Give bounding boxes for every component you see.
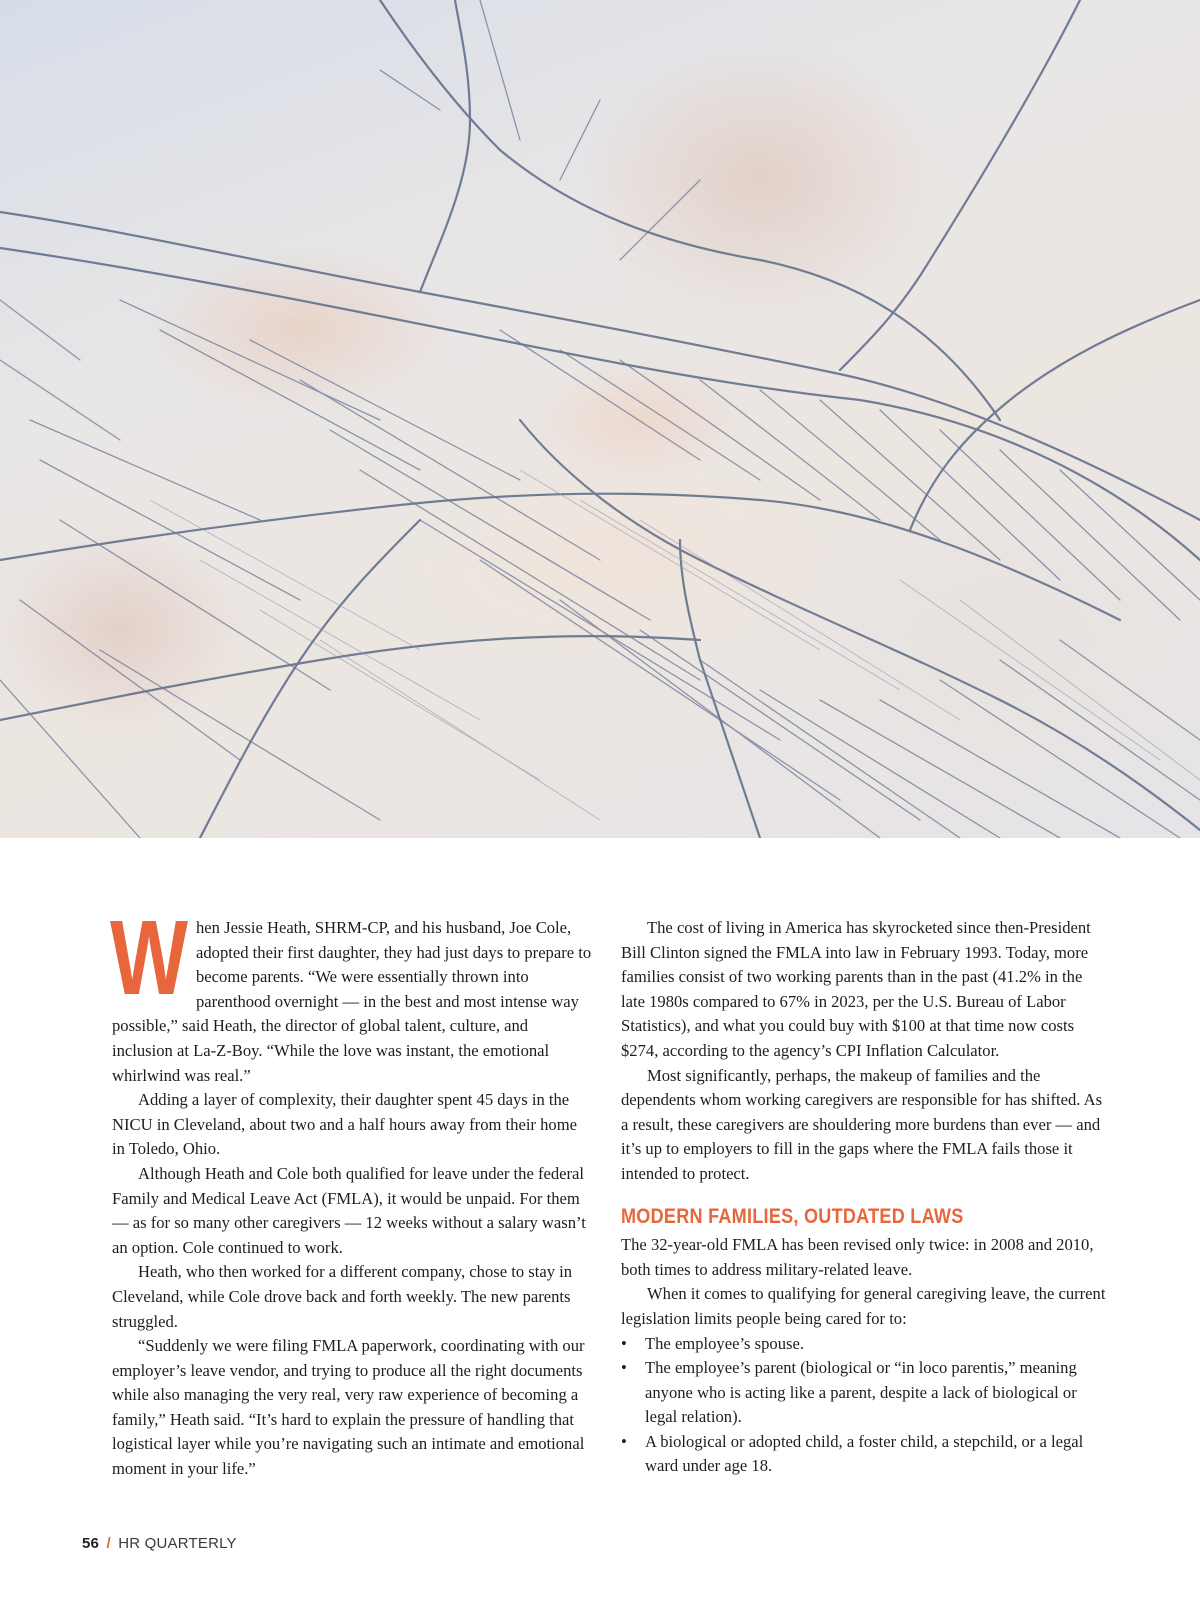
page-number: 56 xyxy=(82,1535,100,1552)
article-paragraph: Heath, who then worked for a different company, chose to stay in Cleveland, while Cole drove back and forth weekly. The new parents struggled. xyxy=(112,1262,573,1331)
bullet-marker: • xyxy=(621,1333,627,1353)
footer-separator: / xyxy=(106,1535,111,1552)
drop-cap: W xyxy=(110,899,189,1017)
bullet-marker: • xyxy=(621,1358,627,1378)
article-paragraph: The 32-year-old FMLA has been revised only twice: in 2008 and 2010, both times to address military-related leave. xyxy=(621,1235,1094,1279)
article-paragraph-text: hen Jessie Heath, SHRM-CP, and his husband, Joe Cole, adopted their first daughter, they had just days to prepare to become parents. “We were essentially thrown into parenthood overnight — in the best and most intense way possible,” said Heath, the director of global talent, culture, and inclusion at La-Z-Boy. “While the love was instant, the emotional whirlwind was real.” xyxy=(112,918,592,1085)
bullet-list xyxy=(621,1332,1108,1480)
article-paragraph xyxy=(110,899,592,1088)
bullet-marker: • xyxy=(621,1431,627,1451)
section-heading: MODERN FAMILIES, OUTDATED LAWS xyxy=(621,1204,964,1228)
bullet-item xyxy=(621,1430,1108,1479)
article-right-column xyxy=(621,916,1108,1479)
article-paragraph: “Suddenly we were filing FMLA paperwork, coordinating with our employer’s leave vendor, and trying to produce all the right documents while also managing the very real, very raw experience of becoming a family,” Heath said. “It’s hard to explain the pressure of handling that logistical layer while you’re navigating such an intimate and emotional moment in your life.” xyxy=(112,1336,585,1479)
article-paragraph: Most significantly, perhaps, the makeup of families and the dependents whom working caregivers are responsible for has shifted. As a result, these caregivers are shouldering more burdens than ever — and it’s up to employers to fill in the gaps where the FMLA fails those it intended to protect. xyxy=(621,1065,1103,1183)
page-footer xyxy=(82,1535,237,1552)
bullet-text: The employee’s spouse. xyxy=(645,1333,804,1353)
article-paragraph: Although Heath and Cole both qualified for leave under the federal Family and Medical Leave Act (FMLA), it would be unpaid. For them — as for so many other caregivers — 12 weeks without a salary wasn’t an option. Cole continued to work. xyxy=(112,1163,586,1257)
article-paragraph: The cost of living in America has skyrocketed since then-President Bill Clinton signed the FMLA into law in February 1993. Today, more families consist of two working parents than in the past (41.2% in the late 1980s compared to 67% in 2023, per the U.S. Bureau of Labor Statistics), and what you could buy with $100 at that time now costs $274, according to the agency’s CPI Inflation Calculator. xyxy=(621,918,1091,1060)
article-left-column xyxy=(110,899,592,1482)
bullet-item xyxy=(621,1332,1108,1357)
bullet-text: A biological or adopted child, a foster child, a stepchild, or a legal ward under age 18. xyxy=(645,1431,1084,1476)
bullet-item xyxy=(621,1356,1108,1430)
publication-name: HR QUARTERLY xyxy=(118,1535,237,1552)
article-paragraph: When it comes to qualifying for general caregiving leave, the current legislation limits people being cared for to: xyxy=(621,1284,1106,1328)
article-paragraph: Adding a layer of complexity, their daughter spent 45 days in the NICU in Cleveland, about two and a half hours away from their home in Toledo, Ohio. xyxy=(112,1090,577,1159)
bullet-text: The employee’s parent (biological or “in loco parentis,” meaning anyone who is acting like a parent, despite a lack of biological or legal relation). xyxy=(645,1358,1077,1427)
